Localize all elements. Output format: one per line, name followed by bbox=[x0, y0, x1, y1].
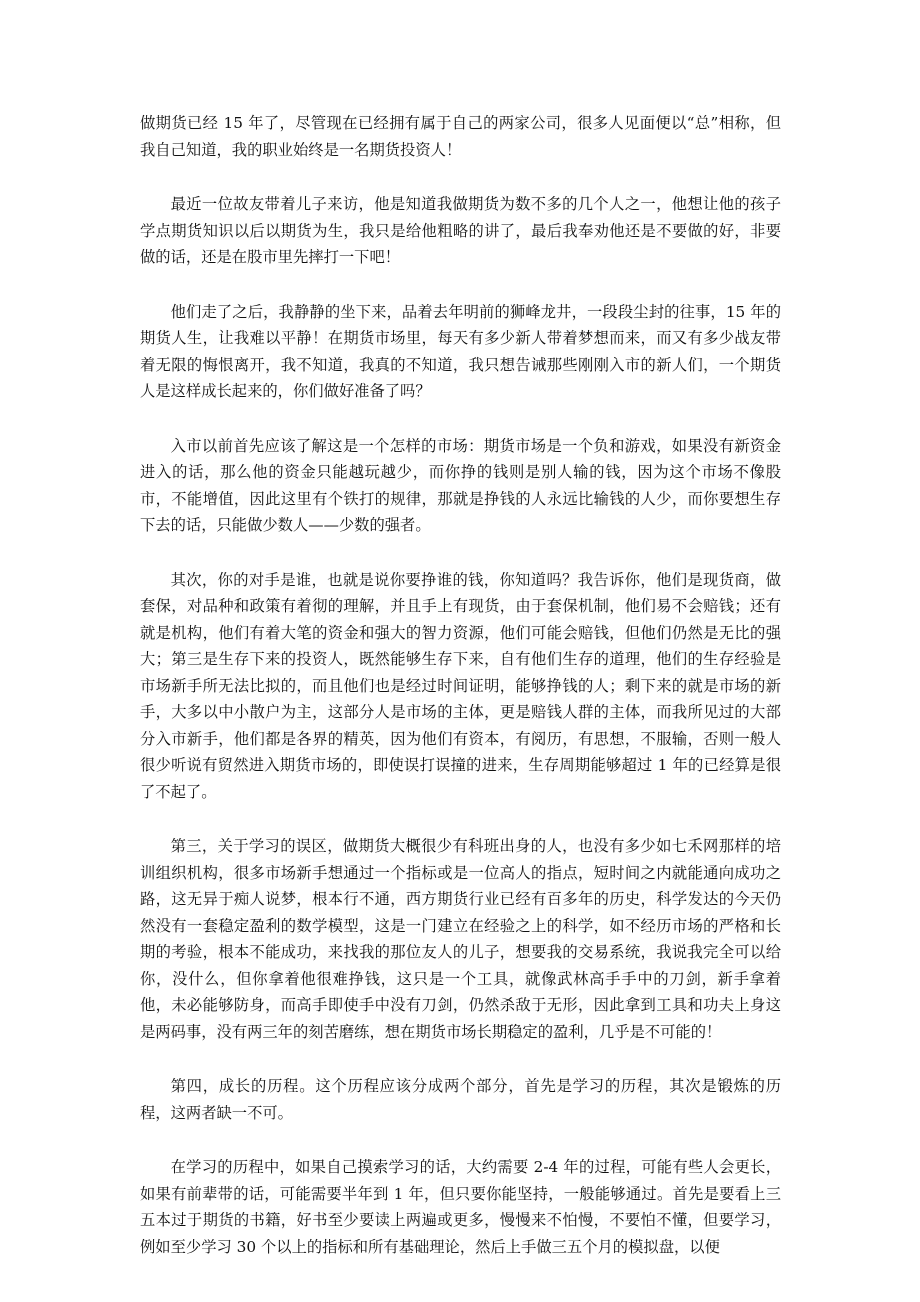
paragraph-market-nature: 入市以前首先应该了解这是一个怎样的市场：期货市场是一个负和游戏，如果没有新资金进入的话，那么他的资金只能越玩越少，而你挣的钱则是别人输的钱，因为这个市场不像股市，不能增值，因此这里有个铁打的规律，那就是挣钱的人永远比输钱的人少，而你要想生存下去的话，只能做少数人——少数的强者。 bbox=[140, 436, 781, 534]
paragraph-growth-process: 第四，成长的历程。这个历程应该分成两个部分，首先是学习的历程，其次是锻炼的历程，这两者缺一不可。 bbox=[140, 1077, 781, 1122]
document-page bbox=[140, 110, 781, 1260]
paragraph-friend-visit: 最近一位故友带着儿子来访，他是知道我做期货为数不多的几个人之一，他想让他的孩子学点期货知识以后以期货为生，我只是给他粗略的讲了，最后我奉劝他还是不要做的好，非要做的话，还是在股市里先摔打一下吧！ bbox=[140, 195, 781, 266]
paragraph-intro: 做期货已经 15 年了，尽管现在已经拥有属于自己的两家公司，很多人见面便以“总”相称，但我自己知道，我的职业始终是一名期货投资人！ bbox=[140, 114, 781, 159]
paragraph-learning-process: 在学习的历程中，如果自己摸索学习的话，大约需要 2-4 年的过程，可能有些人会更长，如果有前辈带的话，可能需要半年到 1 年，但只要你能坚持，一般能够通过。首先是要看上三五本过于期货的书籍，好书至少要读上两遍或更多，慢慢来不怕慢，不要怕不懂，但要学习，例如至少学习 30 个以上的指标和所有基础理论，然后上手做三五个月的模拟盘，以便 bbox=[140, 1158, 781, 1256]
paragraph-reflection: 他们走了之后，我静静的坐下来，品着去年明前的狮峰龙井，一段段尘封的往事，15 年的期货人生，让我难以平静！在期货市场里，每天有多少新人带着梦想而来，而又有多少战友带着无限的悔恨离开，我不知道，我真的不知道，我只想告诫那些刚刚入市的新人们，一个期货人是这样成长起来的，你们做好准备了吗？ bbox=[140, 302, 781, 400]
paragraph-opponents: 其次，你的对手是谁，也就是说你要挣谁的钱，你知道吗？我告诉你，他们是现货商，做套保，对品种和政策有着彻的理解，并且手上有现货，由于套保机制，他们易不会赔钱；还有就是机构，他们有着大笔的资金和强大的智力资源，他们可能会赔钱，但他们仍然是无比的强大；第三是生存下来的投资人，既然能够生存下来，自有他们生存的道理，他们的生存经验是市场新手所无法比拟的，而且他们也是经过时间证明，能够挣钱的人；剩下来的就是市场的新手，大多以中小散户为主，这部分人是市场的主体，更是赔钱人群的主体，而我所见过的大部分入市新手，他们都是各界的精英，因为他们有资本，有阅历，有思想，不服输，否则一般人很少听说有贸然进入期货市场的，即使误打误撞的进来，生存周期能够超过 1 年的已经算是很了不起了。 bbox=[140, 570, 781, 801]
paragraph-learning-misconceptions: 第三，关于学习的误区，做期货大概很少有科班出身的人，也没有多少如七禾网那样的培训组织机构，很多市场新手想通过一个指标或是一位高人的指点，短时间之内就能通向成功之路，这无异于痴人说梦，根本行不通，西方期货行业已经有百多年的历史，科学发达的今天仍然没有一套稳定盈利的数学模型，这是一门建立在经验之上的科学，如不经历市场的严格和长期的考验，根本不能成功，来找我的那位友人的儿子，想要我的交易系统，我说我完全可以给你，没什么，但你拿着他很难挣钱，这只是一个工具，就像武林高手手中的刀剑，新手拿着他，未必能够防身，而高手即使手中没有刀剑，仍然杀敌于无形，因此拿到工具和功夫上身这是两码事，没有两三年的刻苦磨练，想在期货市场长期稳定的盈利，几乎是不可能的！ bbox=[140, 837, 781, 1041]
